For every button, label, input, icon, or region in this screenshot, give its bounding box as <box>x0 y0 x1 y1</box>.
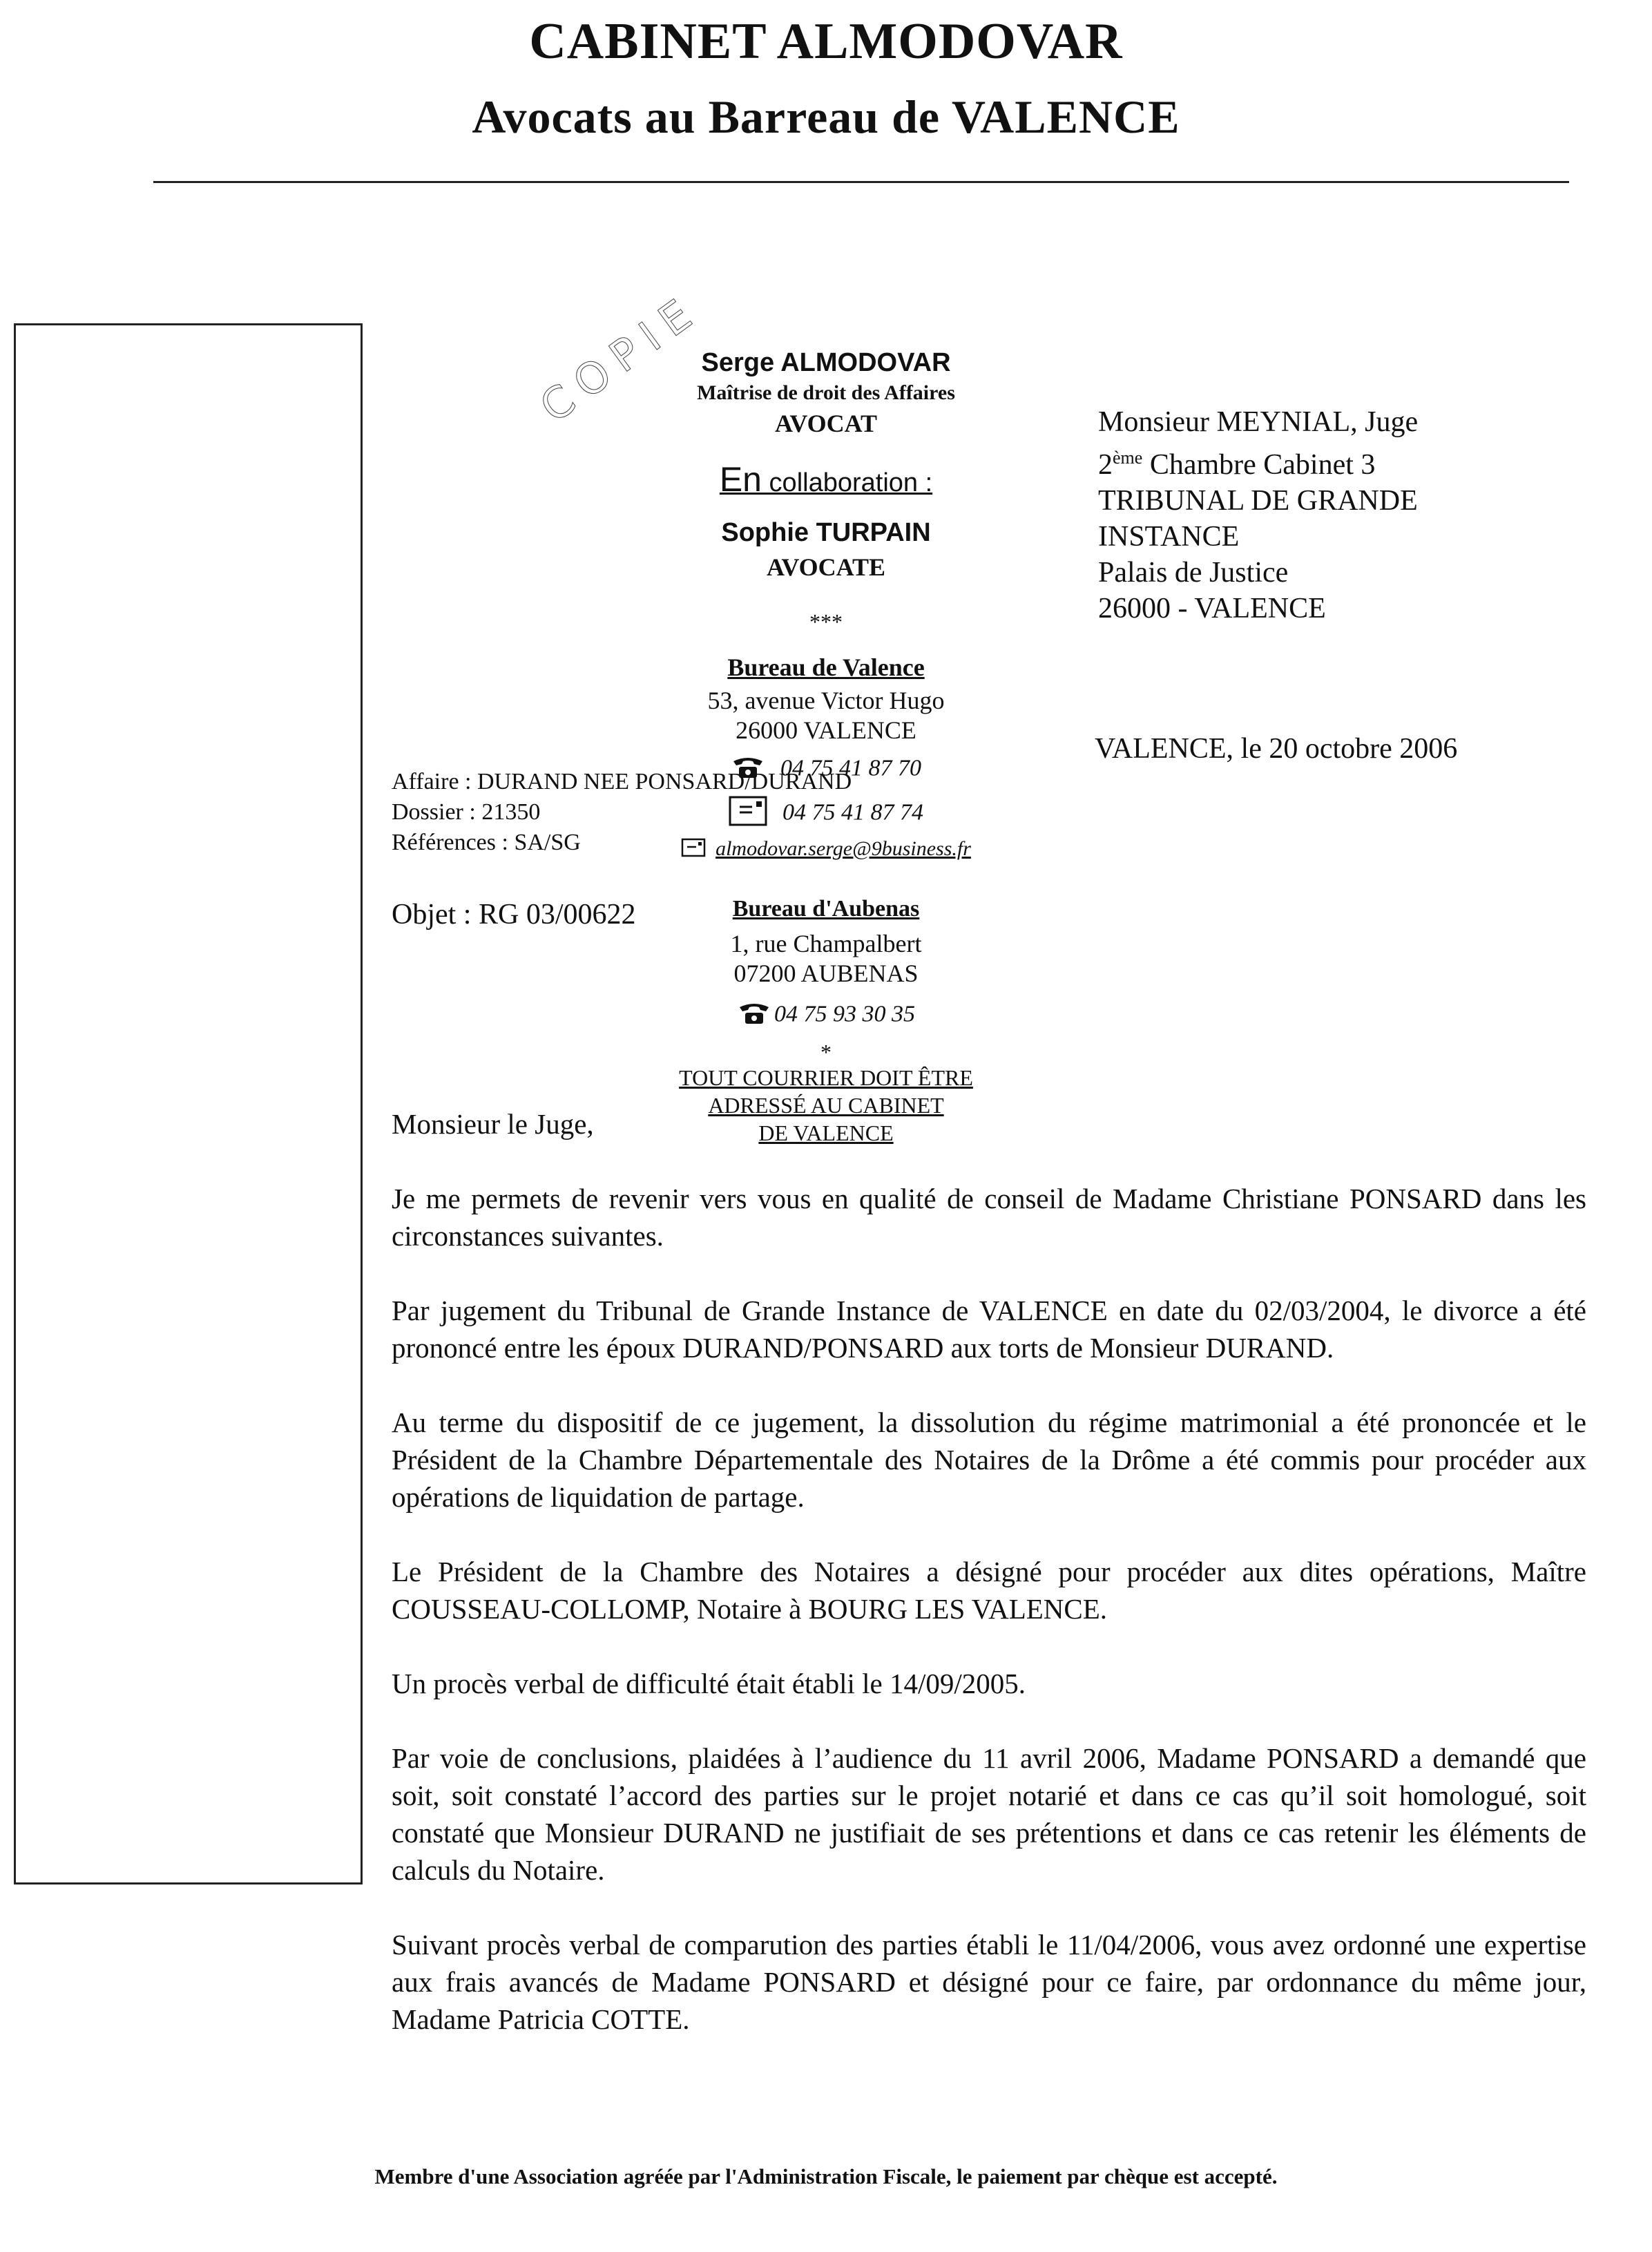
recipient-line: Monsieur MEYNIAL, Juge <box>1098 406 1419 438</box>
collaborator-title: AVOCATE <box>767 553 885 581</box>
collaboration-label-rest: collaboration : <box>762 468 933 497</box>
firm-name: CABINET ALMODOVAR <box>529 13 1123 70</box>
body-paragraph: Par jugement du Tribunal de Grande Instance de VALENCE en date du 02/03/2004, le divorce a été prononcé entre les époux DURAND/PONSARD aux torts de Monsieur DURAND. <box>392 1295 1586 1364</box>
copy-stamp: COPIE <box>530 283 710 433</box>
valence-fax-number: 04 75 41 87 74 <box>782 799 923 826</box>
recipient-line: INSTANCE <box>1098 521 1240 553</box>
subject-line: Objet : RG 03/00622 <box>392 899 636 931</box>
body-paragraph: Le Président de la Chambre des Notaires a désigné pour procéder aux dites opérations, Maître COUSSEAU-COLLOMP, Notaire à BOURG LES VALENCE. <box>392 1556 1586 1625</box>
valence-office-title: Bureau de Valence <box>727 653 925 681</box>
references-line: Références : SA/SG <box>392 830 581 855</box>
body-paragraph: Un procès verbal de difficulté était établi le 14/09/2005. <box>392 1668 1026 1699</box>
mail-notice-line: ADRESSÉ AU CABINET <box>708 1093 944 1118</box>
date-line: VALENCE, le 20 octobre 2006 <box>1095 733 1458 765</box>
letter-body <box>392 1105 1586 2075</box>
dossier-line: Dossier : 21350 <box>392 799 541 825</box>
valence-office-street: 53, avenue Victor Hugo <box>707 687 945 714</box>
recipient-line: Palais de Justice <box>1098 557 1289 589</box>
aubenas-office-phone <box>0 1000 1652 1031</box>
body-paragraph: Au terme du dispositif de ce jugement, la dissolution du régime matrimonial a été prononcée et le Président de la Chambre Départementale des Notaires de la Drôme a été commis pour procéder aux opérations de liquidation de partage. <box>392 1406 1586 1513</box>
lawyer-degree: Maîtrise de droit des Affaires <box>697 381 955 404</box>
salutation: Monsieur le Juge, <box>392 1108 594 1140</box>
recipient-line: 26000 - VALENCE <box>1098 593 1326 624</box>
header-divider <box>153 181 1569 183</box>
recipient-line: 2ème Chambre Cabinet 3 <box>1098 448 1376 481</box>
valence-phone-number: 04 75 41 87 70 <box>780 755 921 781</box>
lawyer-title: AVOCAT <box>775 410 877 437</box>
footer-note: Membre d'une Association agréée par l'Administration Fiscale, le paiement par chèque est accepté. <box>374 2164 1278 2188</box>
references-block <box>392 767 852 858</box>
aubenas-phone-number: 04 75 93 30 35 <box>774 1001 915 1027</box>
recipient-address <box>1098 404 1418 627</box>
firm-subtitle: Avocats au Barreau de VALENCE <box>472 90 1180 143</box>
body-paragraph: Par voie de conclusions, plaidées à l’audience du 11 avril 2006, Madame PONSARD a demandé que soit, soit constaté l’accord des parties sur le projet notarié et dans ce cas qu’il soit homologué, soit constaté que Monsieur DURAND ne justifiait de ses prétentions et dans ce cas retenir les éléments de calculs du Notaire. <box>392 1742 1586 1886</box>
collaborator-name: Sophie TURPAIN <box>721 518 931 547</box>
valence-office-city: 26000 VALENCE <box>736 716 916 744</box>
sidebar-star: * <box>820 1040 832 1065</box>
phone-icon <box>737 1000 771 1031</box>
body-paragraph: Suivant procès verbal de comparution des parties établi le 11/04/2006, vous avez ordonné une expertise aux frais avancés de Madame PONSARD et désigné pour ce faire, par ordonnance du même jour, Madame Patricia COTTE. <box>392 1929 1586 2035</box>
collaboration-label-first: En <box>719 460 762 499</box>
recipient-line: TRIBUNAL DE GRANDE <box>1098 485 1418 517</box>
aubenas-office-title: Bureau d'Aubenas <box>732 896 920 922</box>
mail-notice-line: TOUT COURRIER DOIT ÊTRE <box>679 1065 973 1090</box>
valence-email-address[interactable]: almodovar.serge@9business.fr <box>715 837 971 860</box>
body-paragraph: Je me permets de revenir vers vous en qualité de conseil de Madame Christiane PONSARD dans les circonstances suivantes. <box>392 1183 1586 1252</box>
aubenas-office-street: 1, rue Champalbert <box>730 930 922 957</box>
mail-notice-line: DE VALENCE <box>758 1120 894 1145</box>
lawyer-name: Serge ALMODOVAR <box>701 348 951 377</box>
aubenas-office-city: 07200 AUBENAS <box>733 960 919 987</box>
affaire-line: Affaire : DURAND NEE PONSARD/DURAND <box>392 769 852 794</box>
separator-stars: *** <box>809 609 843 634</box>
